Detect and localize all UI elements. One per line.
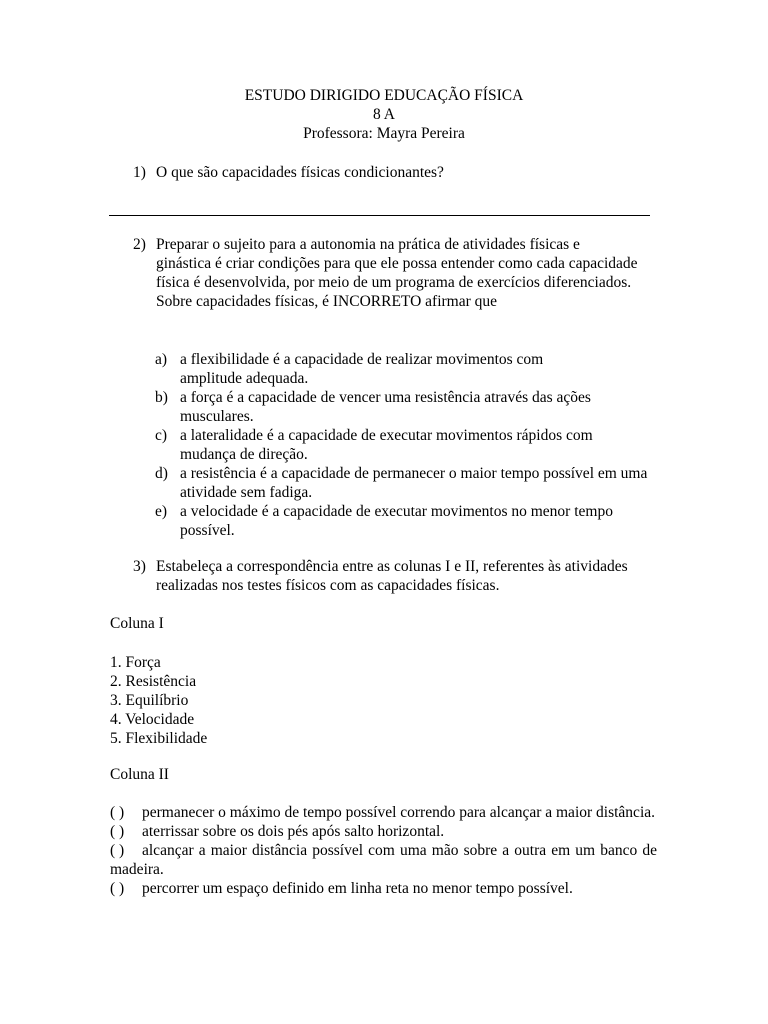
question-3-number: 3) xyxy=(133,558,146,575)
matching-text: percorrer um espaço definido em linha reta no menor tempo possível. xyxy=(142,880,573,897)
matching-text: permanecer o máximo de tempo possível correndo para alcançar a maior distância. xyxy=(142,804,655,821)
coluna-2-title: Coluna II xyxy=(110,766,169,783)
question-1-text: O que são capacidades físicas condicionantes? xyxy=(156,164,444,181)
list-item: 4. Velocidade xyxy=(110,711,195,728)
matching-row xyxy=(110,803,657,822)
question-2-options xyxy=(155,350,655,540)
coluna-1-title: Coluna I xyxy=(110,615,164,632)
option-text: a força é a capacidade de vencer uma resistência através das ações musculares. xyxy=(180,389,591,425)
question-1-number: 1) xyxy=(133,164,146,181)
matching-text: aterrissar sobre os dois pés após salto horizontal. xyxy=(142,823,445,840)
question-2 xyxy=(133,235,638,311)
list-item: 3. Equilíbrio xyxy=(110,692,189,709)
option-b xyxy=(155,388,655,426)
class-label: 8 A xyxy=(373,106,395,123)
document-title: ESTUDO DIRIGIDO EDUCAÇÃO FÍSICA xyxy=(244,87,524,104)
question-2-number: 2) xyxy=(133,236,146,253)
option-text: a flexibilidade é a capacidade de realizar movimentos com amplitude adequada. xyxy=(180,351,544,387)
list-item: 2. Resistência xyxy=(110,673,197,690)
matching-row xyxy=(110,879,657,898)
option-letter: b) xyxy=(155,389,168,406)
answer-blank[interactable]: ( ) xyxy=(110,880,125,897)
option-letter: a) xyxy=(155,351,168,368)
coluna-2-list xyxy=(110,803,657,898)
option-text: a resistência é a capacidade de permanecer o maior tempo possível em uma atividade sem fadiga. xyxy=(180,465,648,501)
matching-row xyxy=(110,822,657,841)
list-item: 1. Força xyxy=(110,654,161,671)
answer-line xyxy=(109,215,650,216)
question-3-text: Estabeleça a correspondência entre as colunas I e II, referentes às atividades realizadas nos testes físicos com as capacidades físicas. xyxy=(156,558,628,594)
option-letter: d) xyxy=(155,465,168,482)
coluna-1-list xyxy=(110,653,207,748)
option-e xyxy=(155,502,655,540)
answer-blank[interactable]: ( ) xyxy=(110,804,125,821)
matching-text: alcançar a maior distância possível com uma mão sobre a outra em um banco de madeira. xyxy=(110,842,657,878)
option-text: a lateralidade é a capacidade de executar movimentos rápidos com mudança de direção. xyxy=(180,427,593,463)
question-3 xyxy=(133,557,633,595)
matching-row xyxy=(110,841,657,879)
option-letter: c) xyxy=(155,427,168,444)
answer-blank[interactable]: ( ) xyxy=(110,823,125,840)
option-text: a velocidade é a capacidade de executar movimentos no menor tempo possível. xyxy=(180,503,613,539)
question-2-text: Preparar o sujeito para a autonomia na prática de atividades físicas e ginástica é criar condições para que ele possa entender como cada capacidade física é desenvolvida, por meio de um programa de exercícios diferenciados. Sobre capacidades físicas, é INCORRETO afirmar que xyxy=(156,236,638,310)
answer-blank[interactable]: ( ) xyxy=(110,842,125,859)
question-1 xyxy=(133,163,653,182)
option-a xyxy=(155,350,655,388)
list-item: 5. Flexibilidade xyxy=(110,730,208,747)
teacher-name: Professora: Mayra Pereira xyxy=(303,125,465,142)
document-header xyxy=(0,86,768,143)
option-c xyxy=(155,426,655,464)
option-d xyxy=(155,464,655,502)
option-letter: e) xyxy=(155,503,168,520)
